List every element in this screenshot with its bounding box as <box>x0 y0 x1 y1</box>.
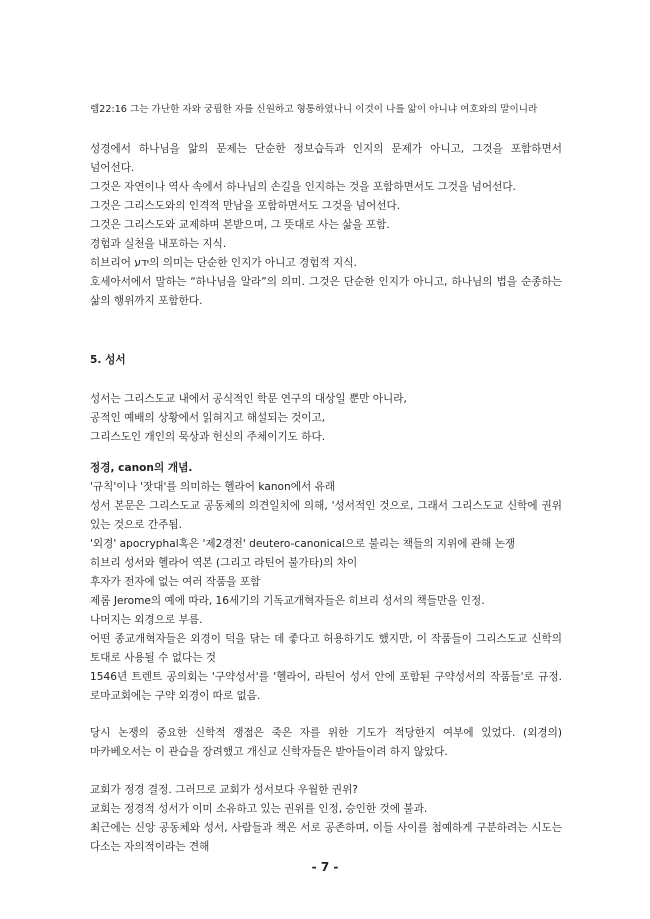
canon-line: '규칙'이나 '잣대'를 의미하는 헬라어 kanon에서 유래 <box>90 481 336 493</box>
canon-line: 어떤 종교개혁자들은 외경이 덕을 닦는 데 좋다고 허용하기도 했지만, 이 작품들이 그리스도교 신학의 토대로 사용될 수 없다는 것 <box>90 633 562 664</box>
paragraph-line: 그것은 그리스도와 교제하며 본받으며, 그 뜻대로 사는 삶을 포함. <box>90 219 390 231</box>
page-number: - 7 - <box>311 860 339 874</box>
canon-line: 후자가 전자에 없는 여러 작품을 포함 <box>90 576 261 588</box>
canon-heading: 정경, canon의 개념. <box>90 462 193 474</box>
intro-line: 성서는 그리스도교 내에서 공식적인 학문 연구의 대상일 뿐만 아니라, <box>90 393 407 405</box>
canon-list <box>90 478 562 706</box>
scripture-intro <box>90 390 562 447</box>
canon-line: '외경' apocryphal혹은 '제2경전' deutero-canonical으로 불리는 책들의 지위에 관해 논쟁 <box>90 538 516 550</box>
church-line: 교회가 정경 결정. 그러므로 교회가 성서보다 우월한 권위? <box>90 784 358 796</box>
church-line: 최근에는 신앙 공동체와 성서, 사람들과 책은 서로 공존하며, 이들 사이를 첨예하게 구분하려는 시도는 다소는 자의적이라는 견해 <box>90 822 562 853</box>
canon-line: 성서 본문은 그리스도교 공동체의 의견일치에 의해, '성서적인 것으로, 그래서 그리스도교 신학에 권위 있는 것으로 간주됨. <box>90 500 562 531</box>
dispute-paragraph: 당시 논쟁의 중요한 신학적 쟁점은 죽은 자를 위한 기도가 적당한지 여부에 있었다. (외경의) 마카베오서는 이 관습을 장려했고 개신교 신학자들은 받아들이려 하지 않았다. <box>90 727 562 758</box>
paragraph-line: 그것은 자연이나 역사 속에서 하나님의 손길을 인지하는 것을 포함하면서도 그것을 넘어선다. <box>90 181 516 193</box>
paragraph-line: 히브리어 ידע의 의미는 단순한 인지가 아니고 경험적 지식. <box>90 257 357 269</box>
intro-line: 공적인 예배의 상황에서 읽혀지고 해설되는 것이고, <box>90 412 326 424</box>
paragraph-line: 그것은 그리스도와의 인격적 만남을 포함하면서도 그것을 넘어선다. <box>90 200 401 212</box>
canon-line: 1546년 트렌트 공의회는 '구약성서'를 '헬라어, 라틴어 성서 안에 포함된 구약성서의 작품들'로 규정. 로마교회에는 구약 외경이 따로 없음. <box>90 671 562 702</box>
knowledge-paragraph <box>90 140 562 311</box>
paragraph-line: 성경에서 하나님을 앎의 문제는 단순한 정보습득과 인지의 문제가 아니고, 그것을 포함하면서 넘어선다. <box>90 143 562 174</box>
section-heading: 5. 성서 <box>90 354 126 366</box>
church-paragraph <box>90 781 562 857</box>
canon-line: 히브리 성서와 헬라어 역본 (그리고 라틴어 불가타)의 차이 <box>90 557 358 569</box>
canon-line: 제롬 Jerome의 예에 따라, 16세기의 기독교개혁자들은 히브리 성서의 책들만을 인정. <box>90 595 485 607</box>
intro-line: 그리스도인 개인의 묵상과 헌신의 주체이기도 하다. <box>90 431 326 443</box>
page-content <box>90 100 562 857</box>
paragraph-line: 호세아서에서 말하는 “하나님을 알라”의 의미. 그것은 단순한 인지가 아니고, 하나님의 법을 순종하는 삶의 행위까지 포함한다. <box>90 276 562 307</box>
bible-verse: 렘22:16 그는 가난한 자와 궁핍한 자를 신원하고 형통하였나니 이것이 나를 앎이 아니냐 여호와의 말이니라 <box>90 104 538 115</box>
church-line: 교회는 정경적 성서가 이미 소유하고 있는 권위를 인정, 승인한 것에 불과. <box>90 803 428 815</box>
paragraph-line: 경험과 실천을 내포하는 지식. <box>90 238 227 250</box>
canon-line: 나머지는 외경으로 부름. <box>90 614 203 626</box>
